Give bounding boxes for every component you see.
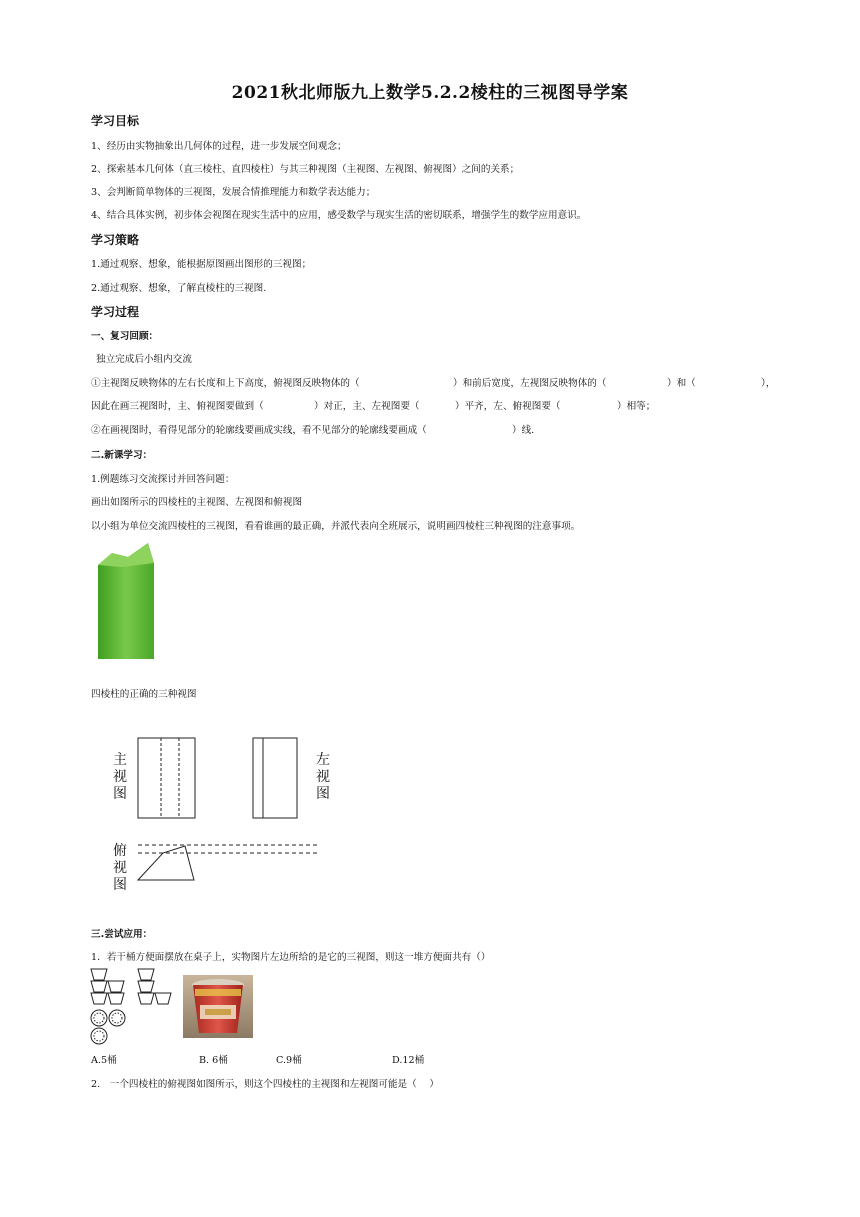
goals-heading: 学习目标 (91, 114, 140, 128)
review-q1-part-a: ①主视图反映物体的左右长度和上下高度，俯视图反映物体的（ (91, 378, 360, 389)
review-q1-part-c: ）和（ (667, 378, 696, 389)
goal-item-2: 2、探索基本几何体（直三棱柱、直四棱柱）与其三种视图（主视图、左视图、俯视图）之间的关系； (91, 164, 520, 175)
cups-three-view-sketch (88, 966, 178, 1046)
process-heading: 学习过程 (91, 305, 140, 319)
review-q1-part-b: ）和前后宽度，左视图反映物体的（ (453, 378, 607, 389)
three-views-diagram (130, 730, 330, 900)
review-q1-part-d: ）， (761, 378, 776, 389)
new-lesson-line-3: 以小组为单位交流四棱柱的三视图，看看谁画的最正确，并派代表向全班展示，说明画四棱柱三种视图的注意事项。 (91, 521, 581, 532)
review-q1-part-h: ）相等； (617, 401, 656, 412)
review-q2-part-a: ②在画视图时，看得见部分的轮廓线要画成实线，看不见部分的轮廓线要画成（ (91, 425, 427, 436)
front-view-rect (138, 738, 195, 818)
new-lesson-line-2: 画出如图所示的四棱柱的主视图、左视图和俯视图 (91, 497, 303, 508)
goal-item-4: 4、结合具体实例，初步体会视图在现实生活中的应用，感受数学与现实生活的密切联系，增强学生的数学应用意识。 (91, 210, 587, 221)
review-q1-part-f: ）对正，主、左视图要（ (314, 401, 420, 412)
page-title: 2021秋北师版九上数学5.2.2棱柱的三视图导学案 (231, 83, 629, 103)
review-q2-part-b: ）线. (512, 425, 535, 436)
review-q1-part-e: 因此在画三视图时，主、俯视图要做到（ (91, 401, 264, 412)
apply-question-2: 2. 一个四棱柱的俯视图如图所示，则这个四棱柱的主视图和左视图可能是（ ） (91, 1079, 439, 1090)
strategy-item-1: 1.通过观察、想象，能根据原图画出图形的三视图； (91, 259, 312, 270)
new-lesson-heading: 二.新课学习： (91, 450, 153, 461)
option-a: A.5桶 (91, 1055, 117, 1066)
left-view-rect (253, 738, 297, 818)
option-d: D.12桶 (392, 1055, 425, 1066)
review-q1-part-g: ）平齐，左、俯视图要（ (455, 401, 561, 412)
strategy-heading: 学习策略 (91, 233, 140, 247)
apply-question-1: 1．若干桶方便面摆放在桌子上，实物图片左边所给的是它的三视图，则这一堆方便面共有（） (91, 952, 491, 963)
option-c: C.9桶 (276, 1055, 302, 1066)
review-heading: 一、复习回顾： (91, 331, 159, 342)
quadrangular-prism-image (92, 543, 158, 663)
top-view-label: 俯 视 图 (113, 843, 127, 893)
front-view-label: 主 视 图 (113, 752, 127, 802)
top-view-trapezoid (138, 846, 194, 880)
apply-heading: 三.尝试应用： (91, 929, 153, 940)
option-b: B. 6桶 (199, 1055, 228, 1066)
left-view-label: 左 视 图 (316, 752, 330, 802)
goal-item-1: 1、经历由实物抽象出几何体的过程，进一步发展空间观念； (91, 141, 347, 152)
new-lesson-line-1: 1.例题练习交流探讨并回答问题： (91, 474, 235, 485)
strategy-item-2: 2.通过观察、想象，了解直棱柱的三视图. (91, 283, 267, 294)
goal-item-3: 3、会判断简单物体的三视图，发展合情推理能力和数学表达能力； (91, 187, 376, 198)
three-views-caption: 四棱柱的正确的三种视图 (91, 689, 197, 700)
noodle-cup-photo (183, 975, 253, 1038)
review-intro: 独立完成后小组内交流 (96, 354, 192, 365)
